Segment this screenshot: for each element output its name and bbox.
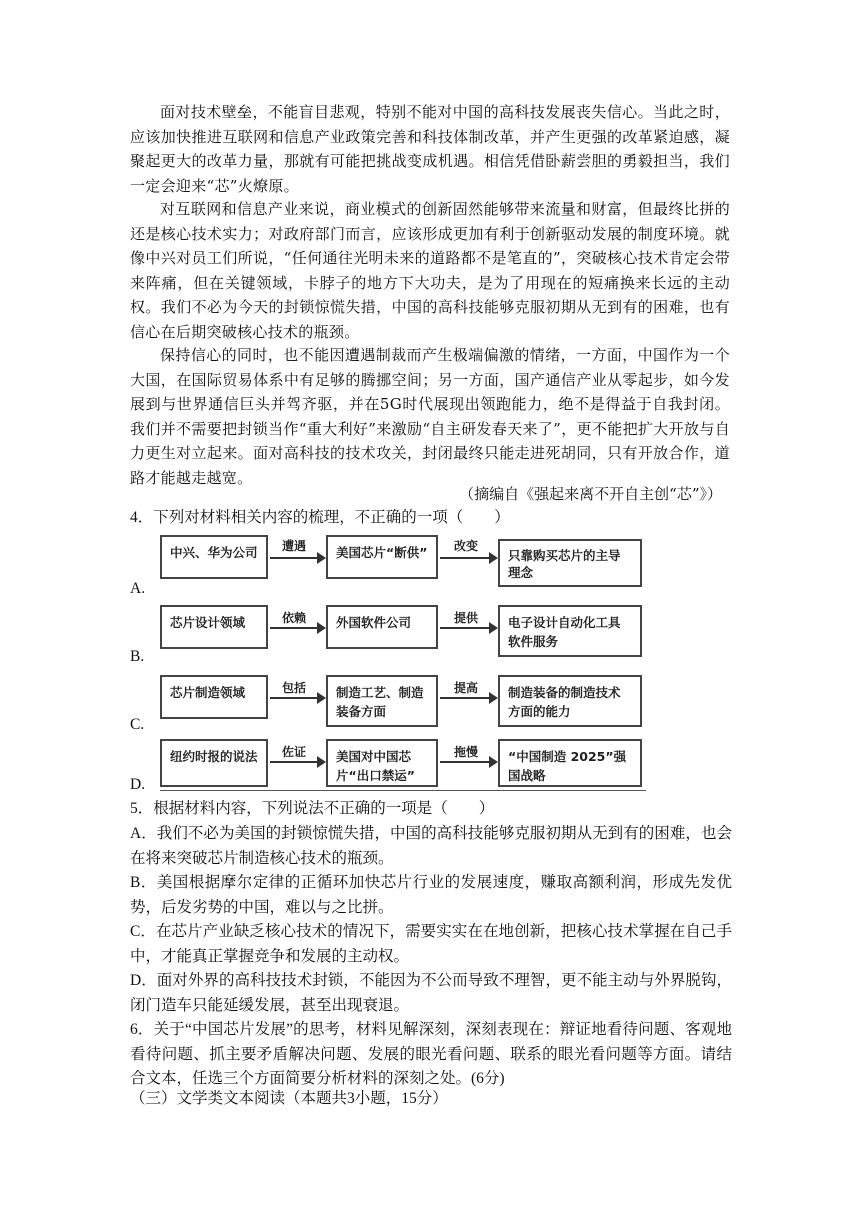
option-b-diagram (160, 603, 660, 659)
option-c-diagram (160, 673, 660, 729)
passage-source: （摘编自《强起来离不开自主创“芯”》） (459, 485, 722, 503)
option-c-arrow-1 (270, 697, 324, 699)
option-b-box-3: 电子设计自动化工具软件服务 (498, 605, 642, 657)
option-d-box-1: 纽约时报的说法 (160, 739, 268, 787)
option-a-box-1: 中兴、华为公司 (160, 535, 268, 579)
question-4-stem: 4．下列对材料相关内容的梳理，不正确的一项（ ） (130, 509, 510, 526)
option-b-box-2: 外国软件公司 (326, 605, 438, 649)
section-3-heading: （三）文学类文本阅读（本题共3小题，15分） (130, 1090, 448, 1107)
passage-paragraph-2: 对互联网和信息产业来说，商业模式的创新固然能够带来流量和财富，但最终比拼的还是核心技术实力；对政府部门而言，应该形成更加有利于创新驱动发展的制度环境。就像中兴对员工们所说，“任何通往光明未来的道路都不是笔直的”，突破核心技术肯定会带来阵痛，但在关键领域，卡脖子的地方下大功夫，是为了用现在的短痛换来长远的主动权。我们不必为今天的封锁惊慌失措，中国的高科技能够克服初期从无到有的困难，也有信心在后期突破核心技术的瓶颈。 (130, 200, 730, 341)
option-d-box-2: 美国对中国芯片“出口禁运” (326, 739, 438, 787)
question-5-option-a[interactable]: A．我们不必为美国的封锁惊慌失措，中国的高科技能够克服初期从无到有的困难，也会在将来突破芯片制造核心技术的瓶颈。 (130, 825, 732, 867)
option-c-box-3: 制造装备的制造技术方面的能力 (498, 675, 642, 727)
option-a-relation-1: 遭遇 (282, 539, 307, 553)
option-a-box-2: 美国芯片“断供” (326, 535, 438, 579)
option-a-box-3: 只靠购买芯片的主导理念 (498, 539, 642, 587)
question-5-option-c[interactable]: C．在芯片产业缺乏核心技术的情况下，需要实实在在地创新，把核心技术掌握在自己手中，才能真正掌握竞争和发展的主动权。 (130, 923, 732, 965)
option-d-diagram (160, 737, 660, 793)
option-d-arrow-2 (440, 761, 496, 763)
question-5-stem: 5．根据材料内容，下列说法不正确的一项是（ ） (130, 800, 495, 817)
option-a-arrow-2 (440, 557, 496, 559)
question-6-stem: 6．关于“中国芯片发展”的思考，材料见解深刻，深刻表现在：辩证地看待问题、客观地看待问题、抓主要矛盾解决问题、发展的眼光看问题、联系的眼光看问题等方面。请结合文本，任选三个方面简要分析材料的深刻之处。(6分) (130, 1021, 732, 1087)
passage-paragraph-3: 保持信心的同时，也不能因遭遇制裁而产生极端偏激的情绪，一方面，中国作为一个大国，在国际贸易体系中有足够的腾挪空间；另一方面，国产通信产业从零起步，如今发展到与世界通信巨头并驾齐驱，并在5G时代展现出领跑能力，绝不是得益于自我封闭。我们并不需要把封锁当作“重大利好”来激励“自主研发春天来了”，更不能把扩大开放与自力更生对立起来。面对高科技的技术攻关，封闭最终只能走进死胡同，只有开放合作，道路才能越走越宽。 (130, 346, 730, 487)
option-c-box-2: 制造工艺、制造装备方面 (326, 675, 438, 727)
question-5-option-b[interactable]: B．美国根据摩尔定律的正循环加快芯片行业的发展速度，赚取高额利润，形成先发优势，后发劣势的中国，难以与之比拼。 (130, 874, 732, 916)
option-d-box-3: “中国制造 2025”强国战略 (498, 739, 642, 787)
option-c-letter[interactable]: C. (130, 716, 145, 733)
option-b-arrow-1 (270, 627, 324, 629)
question-5-option-d[interactable]: D．面对外界的高科技技术封锁，不能因为不公而导致不理智，更不能主动与外界脱钩，闭门造车只能延缓发展，甚至出现衰退。 (130, 972, 732, 1014)
option-d-relation-2: 拖慢 (454, 745, 479, 759)
option-b-relation-1: 依赖 (282, 611, 307, 625)
passage-paragraph-1: 面对技术壁垒，不能盲目悲观，特别不能对中国的高科技发展丧失信心。当此之时，应该加快推进互联网和信息产业政策完善和科技体制改革，并产生更强的改革紧迫感，凝聚起更大的改革力量，那就有可能把挑战变成机遇。相信凭借卧薪尝胆的勇毅担当，我们一定会迎来“芯”火燎原。 (130, 103, 730, 195)
option-a-letter[interactable]: A. (130, 580, 146, 597)
option-d-letter[interactable]: D. (130, 776, 146, 793)
option-c-arrow-2 (440, 697, 496, 699)
option-d-relation-1: 佐证 (282, 745, 307, 759)
option-b-relation-2: 提供 (454, 611, 479, 625)
option-b-box-1: 芯片设计领域 (160, 605, 268, 649)
option-d-arrow-1 (270, 761, 324, 763)
option-c-relation-2: 提高 (454, 681, 479, 695)
diagram-bottom-rule (160, 790, 646, 791)
option-c-relation-1: 包括 (282, 681, 307, 695)
option-b-arrow-2 (440, 627, 496, 629)
option-b-letter[interactable]: B. (130, 648, 145, 665)
option-a-relation-2: 改变 (454, 539, 479, 553)
option-c-box-1: 芯片制造领域 (160, 675, 268, 719)
option-a-diagram (160, 533, 660, 589)
option-a-arrow-1 (270, 557, 324, 559)
